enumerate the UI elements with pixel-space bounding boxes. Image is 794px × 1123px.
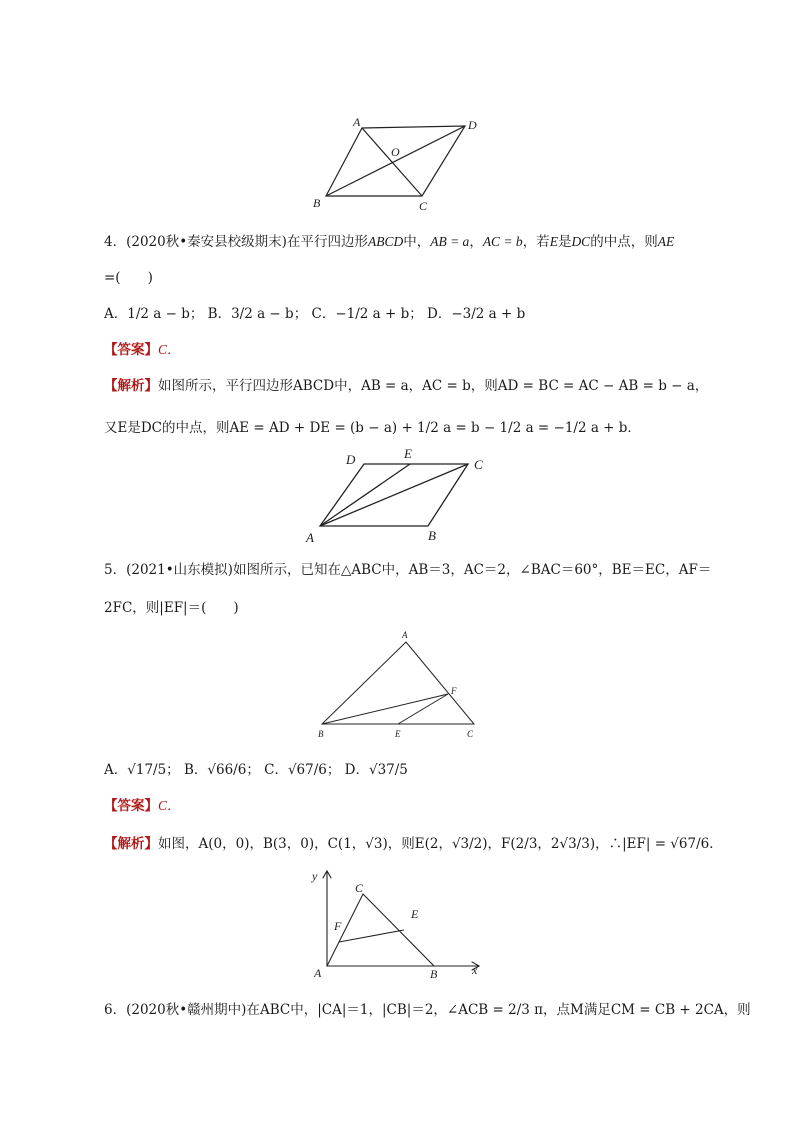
q5-analysis <box>104 834 723 854</box>
label-F: F <box>334 919 342 933</box>
q4-condition-2: AC = b <box>482 234 523 249</box>
label-C: C <box>467 729 474 739</box>
q5-option-b: B．√66/6 <box>183 762 247 778</box>
label-B: B <box>318 729 324 739</box>
label-B: B <box>313 196 321 210</box>
q4-answer <box>104 340 181 360</box>
q6-number: 6． <box>104 1002 127 1018</box>
figure-parallelogram-ae <box>300 446 500 544</box>
q4-analysis-line2: 又E是DC的中点，则AE = AD + DE = (b − a) + 1/2 a = b − 1/2 a = −1/2 a + b． <box>104 420 641 436</box>
figure-coordinate-triangle <box>300 866 490 982</box>
q4-stem-line2: =( ) <box>104 270 153 286</box>
label-A: A <box>402 630 408 640</box>
label-y: y <box>312 869 318 883</box>
label-D: D <box>346 452 356 467</box>
label-A: A <box>314 966 322 980</box>
label-C: C <box>419 199 428 213</box>
label-A: A <box>353 115 361 129</box>
q4-options: A．1/2 a − b； B．3/2 a − b； C．−1/2 a + b； D．−3/2 a + b <box>104 306 526 322</box>
q5-options: A．√17/5； B．√66/6； C．√67/6； D．√37/5 <box>104 762 408 778</box>
q4-source: (2020秋•秦安县校级期末) <box>126 234 287 250</box>
label-D: D <box>468 118 477 132</box>
q5-answer <box>104 796 181 816</box>
label-E: E <box>395 729 401 739</box>
answer-tag: 【答案】 <box>104 342 158 358</box>
figure-parallelogram-diagonals <box>300 112 500 216</box>
label-C: C <box>474 457 483 472</box>
q5-stem-line2: 2FC，则|EF|＝( ) <box>104 600 239 616</box>
q4-stem-line1: 4．(2020秋•秦安县校级期末)在平行四边形ABCD中，AB = a，AC = b，若E是DC的中点，则AE <box>104 234 675 250</box>
answer-value: C． <box>158 798 181 813</box>
label-E: E <box>411 907 419 921</box>
answer-tag: 【答案】 <box>104 798 158 814</box>
q6-source: (2020秋•赣州期中) <box>126 1002 247 1018</box>
q4-number: 4． <box>104 234 127 250</box>
q5-source: (2021•山东模拟) <box>126 562 233 578</box>
analysis-tag: 【解析】 <box>104 378 158 394</box>
q4-option-b: B．3/2 a − b <box>207 306 294 322</box>
q4-target: AE <box>657 234 675 249</box>
q4-condition-1: AB = a <box>430 234 470 249</box>
figure-triangle-abc <box>310 628 486 742</box>
q4-analysis-line1 <box>104 376 708 396</box>
q5-stem-line1: 5．(2021•山东模拟)如图所示，已知在△ABC中，AB＝3，AC＝2，∠BAC＝60°，BE＝EC，AF＝ <box>104 562 712 578</box>
label-F: F <box>451 686 457 696</box>
q5-option-c: C．√67/6 <box>264 762 327 778</box>
label-x: x <box>472 963 478 977</box>
q4-option-a: A．1/2 a − b <box>104 306 190 322</box>
label-A: A <box>306 530 314 544</box>
label-C: C <box>355 881 364 895</box>
q4-analysis-text-1: 如图所示，平行四边形ABCD中，AB = a，AC = b，则AD = BC = AC − AB = b − a， <box>158 378 709 394</box>
analysis-tag: 【解析】 <box>104 836 158 852</box>
label-B: B <box>430 967 438 981</box>
answer-value: C． <box>158 342 181 357</box>
q5-number: 5． <box>104 562 127 578</box>
q6-stem: 6．(2020秋•赣州期中)在ABC中，|CA|＝1，|CB|＝2，∠ACB = 2/3 π，点M满足CM = CB + 2CA，则 <box>104 1002 751 1018</box>
q5-option-a: A．√17/5 <box>104 762 167 778</box>
label-B: B <box>428 528 436 543</box>
q5-option-d: D．√37/5 <box>344 762 408 778</box>
label-E: E <box>404 446 412 461</box>
label-O: O <box>391 145 400 159</box>
q5-analysis-text: 如图，A(0，0)，B(3，0)，C(1，√3)，则E(2，√3/2)，F(2/3，2√3/3)，∴|EF| = √67/6． <box>158 836 723 852</box>
q4-option-d: D．−3/2 a + b <box>427 306 526 322</box>
q4-option-c: C．−1/2 a + b <box>311 306 410 322</box>
